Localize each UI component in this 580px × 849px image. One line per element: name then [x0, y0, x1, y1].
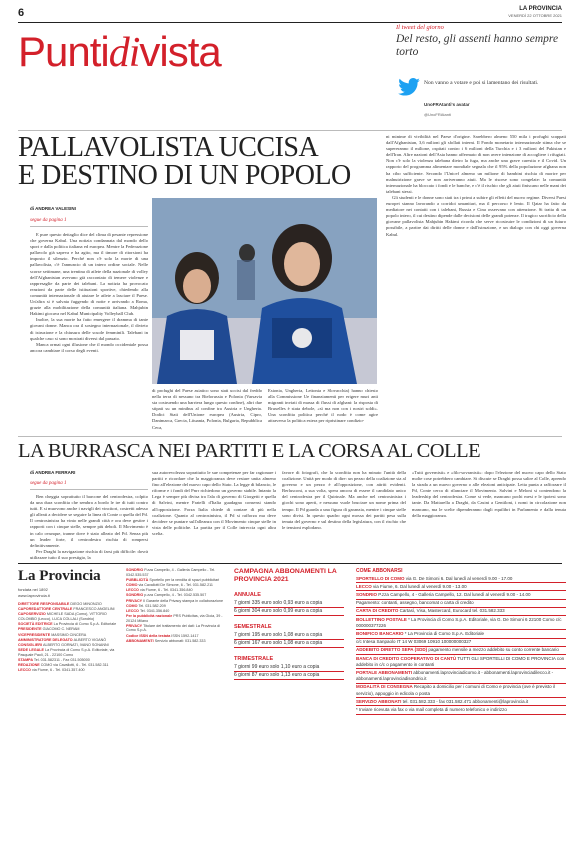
campaign-title: CAMPAGNA ABBONAMENTI LA PROVINCIA 2021 [234, 568, 337, 583]
credit-value: ISSN 1592-1417 [171, 633, 199, 638]
credit-entry [126, 599, 228, 604]
how-row [356, 639, 566, 647]
tweet-headline: Del resto, gli assenti hanno sempre torto [396, 33, 559, 58]
credit-value: p.zza Campello, 4 - Tel. 0342.535.507 [144, 593, 207, 598]
how-row [356, 669, 566, 683]
credit-entry [126, 578, 228, 583]
credit-label: PRIVACY [126, 598, 144, 603]
credit-value: La Provincia di Como S.p.A. Editoriale [53, 622, 117, 627]
footer-founded: fondata nel 1892 [18, 587, 48, 592]
how-row [356, 575, 566, 583]
credit-label: ABBONAMENTI [126, 638, 155, 643]
credit-value: Tel. 0341.356.840 [139, 608, 170, 613]
credit-entry [18, 658, 120, 663]
how-row-value: Recapito a domicilio per i comuni di Como e provincia (ove è previsto il servizio), appoggio in edicola o posta [356, 684, 555, 696]
masthead: LA PROVINCIA [519, 6, 562, 12]
how-title: COME ABBONARSI [356, 568, 403, 574]
credit-value: via Fiume, 6 - Tel. 0341.357.400 [31, 668, 85, 673]
how-row [356, 591, 566, 599]
credit-value: GIACOMO C. NERAM [42, 627, 80, 632]
credit-label: CONSIGLIERI [18, 642, 43, 647]
credit-value: Sportello per la vendita di spazi pubblicitari [149, 577, 220, 582]
credit-entry [126, 624, 228, 633]
credit-entry [18, 663, 120, 668]
credit-label: CAPOSERVIZIO [18, 612, 47, 617]
how-row-label: BOLLETTINO POSTALE [356, 616, 409, 622]
credit-label: LECCO [18, 668, 32, 673]
tweet-author: UnoFRAtanti's avatar [424, 102, 470, 107]
credit-entry [18, 627, 120, 632]
article2-follow: segue da pagina 1 [30, 481, 67, 486]
how-row-label: LECCO [356, 583, 374, 589]
campaign-group-title: SEMESTRALE [234, 624, 272, 630]
credit-value: Titolare del trattamento dei dati: La Provincia di Como S.p.A. [126, 623, 221, 633]
how-row [356, 684, 566, 698]
how-row-value: * La Provincia di Como S.p.A. Editoriale, via G. De Simoni 6 22100 Como c/c 000000377226 [356, 616, 562, 628]
credit-entry [126, 609, 228, 614]
campaign-price-row: 6 giorni 304 euro solo 0,99 euro a copia [234, 608, 344, 616]
how-row-label: SERVIZIO ABBONATI [356, 698, 403, 704]
credit-entry [126, 568, 228, 577]
footer-credits-col1 [18, 602, 120, 673]
how-row [356, 630, 566, 638]
credit-label: SONDRIO [126, 593, 145, 598]
credit-label: AMMINISTRATORE DELEGATO [18, 637, 74, 642]
how-row-label: MODALITÀ DI CONSEGNA [356, 684, 414, 690]
article1-col3: Estonia, Ungheria, Lettonia e Slovacchia) hanno chiesto alla Commissione Ue finanziamenti per erigere muri anti migranti inviati di massa di flussi di afghani: la risposta di Bruxelles è stata debole, «sì ma non con i nostri soldi». Una sconfitta politica perché il nodo è come agire attraverso la politica estera per ripristinare condizio- [268, 388, 378, 424]
campaign-price-row: 6 giorni 87 euro solo 1,13 euro a copia [234, 672, 344, 680]
credit-label: LECCO [126, 588, 140, 593]
how-row-value: * La Provincia di Como S.p.A. Editoriale [404, 630, 485, 636]
credit-label: COMO [126, 603, 139, 608]
credit-label: VICEPRESIDENTE [18, 632, 52, 637]
campaign-price-row: 6 giorni 167 euro solo 1,08 euro a copia [234, 640, 344, 648]
credit-label: COMO [126, 582, 139, 587]
credit-entry [126, 634, 228, 639]
footer-website: www.laprovincia.it [18, 593, 50, 598]
article1-title-line1: PALLAVOLISTA UCCISA [18, 132, 319, 163]
credit-entry [126, 639, 228, 644]
credit-value: COMO via Cavallotti, 6 - Tel. 031.582.311 [40, 663, 109, 668]
credit-entry [18, 602, 120, 607]
how-row-value: tel. 031.582.333 - fax 031.582.471 abbonamenti@laprovincia.it [402, 698, 529, 704]
how-row [356, 608, 566, 616]
tweet-text: Non vanno a votare e poi si lamentano dei risultati. [424, 80, 539, 86]
credit-value: DIEGO MINONZIO [70, 602, 102, 606]
tweet-kicker: Il tweet del giorno [396, 24, 444, 31]
how-row-value: TUTTI GLI SPORTELLI DI COMO E PROVINCIA con addebito in c/c o pagamento in contanti [356, 655, 565, 667]
how-row [356, 698, 566, 706]
article1-title-line2: E DESTINO DI UN POPOLO [18, 160, 351, 191]
credit-label: DIRETTORE RESPONSABILE [18, 602, 71, 606]
article1-byline: di ANDREA VALESINI [30, 206, 76, 211]
credit-value: P.zza Campello, 4 - Galleria Campello - Tel. 0342.535.537 [126, 568, 216, 577]
credit-value: FRANCESCO ANGELINI [73, 607, 115, 612]
how-row-value: Pagamento: contanti, assegno, bancomat o carta di credito [356, 600, 474, 606]
credit-entry [126, 614, 228, 623]
how-row [356, 655, 566, 669]
credit-entry [126, 593, 228, 598]
how-row-label: SONDRIO [356, 591, 379, 597]
how-row [356, 706, 566, 714]
how-row-label: PORTALE ABBONAMENTI [356, 669, 414, 675]
credit-entry [18, 638, 120, 643]
credit-label: Codice ISSN della testata [126, 633, 172, 638]
section-title-a: Punti [18, 28, 109, 75]
credit-label: STAMPA [18, 657, 34, 662]
how-row-value: abbonamenti.laprovinciadicomo.it - abbonamenti.laprovinciadilecco.it - abbonamenti.laprovinciadisondrio.it [356, 669, 554, 682]
how-row-value: pagamento mensile a mezzo addebito su conto corrente bancario [428, 647, 559, 653]
credit-label: PRIVACY [126, 623, 144, 628]
article2-col1: Ben cheggia soprattutto il barcone del centrodestra, colpito da una dura sconfitta che sembra a bordo le ire di tutti contro tutti. E si muovono anche i navigli dei vincitori, costretti adesso gli alleati a decidere se seguire la linea di Conte o quella del Pd. Il centrosinistra ha vinto nelle grandi città e ora deve gestire i rapporti con i cinque stelle, sempre più deboli. Il Movimento è in calo ovunque, tranne dove è stato alleato del Pd. Senza più un leader forte, il centrodestra rischia di rompersi definitivamente. Per Draghi la navigazione rischia di farsi più difficile: dovrà utilizzare tutto il suo prestigio, la [30, 494, 148, 560]
credit-value: La Provincia di Como S.p.A. Editoriale, via Pasquale Paoli, 21 - 22100 Como [18, 648, 115, 657]
credit-value: via Fiume, 6 - Tel. 0341.356.840 [139, 588, 193, 593]
page-number: 6 [18, 7, 25, 19]
credit-label: SONDRIO [126, 568, 145, 572]
credit-label: SEDE LEGALE [18, 648, 46, 653]
credit-value: MASSIMO CINCERA [51, 632, 87, 637]
how-row-label: BONIFICO BANCARIO [356, 630, 405, 636]
campaign-price-row: 7 giorni 335 euro solo 0,93 euro a copia [234, 600, 344, 608]
section-title [18, 28, 221, 77]
how-row-label: BANCA DI CREDITO COOPERATIVO DI CANTÙ [356, 655, 458, 661]
credit-label: SOCIETÀ EDITRICE [18, 622, 54, 627]
campaign-groups [234, 592, 344, 680]
header-date: VENERDÌ 22 OTTOBRE 2021 [508, 13, 562, 18]
credit-entry [18, 612, 120, 621]
how-row-value: via G. De Simoni 6. Dal lunedì al venerdì 9.00 - 17.00 [405, 575, 513, 581]
how-row-value: * Inviare ricevuta via fax o via mail completa di numero telefonico e indirizzo [356, 706, 507, 712]
credit-label: PRESIDENTE [18, 627, 43, 632]
footer-credits-col2 [126, 568, 228, 644]
credit-value: MICHELE SADA (Como), VITTORIO COLOMBO (Lecco), LUCA COLLALI (Sondrio) [18, 612, 107, 621]
credit-entry [126, 588, 228, 593]
credit-label: LECCO [126, 608, 140, 613]
credit-value: ALBERTO GORNATI, IVANO SONANNI [43, 642, 109, 647]
credit-entry [18, 668, 120, 673]
article2-byline: di ANDREA FERRARI [30, 470, 76, 475]
credit-value: Tel. 031.582.209 [138, 603, 166, 608]
credit-entry [18, 648, 120, 657]
how-row-label: CARTA DI CREDITO [356, 608, 400, 614]
twitter-bird-icon [398, 78, 420, 96]
how-row [356, 600, 566, 608]
section-title-c: vista [139, 28, 221, 75]
credit-entry [126, 583, 228, 588]
how-row-value: Cartasì, Visa, Mastercard, Eurocard tel. 031.582.333 [399, 608, 505, 614]
how-row [356, 583, 566, 591]
campaign-price-row: 7 giorni 99 euro solo 1,10 euro a copia [234, 664, 344, 672]
how-row-label: SPORTELLO DI COMO [356, 575, 406, 581]
how-row [356, 616, 566, 630]
credit-entry [18, 607, 120, 612]
article1-col4: ni minime di vivibilità nel Paese d'origine. Sarebbero almeno 550 mila i profughi scappati dall'Afghanistan, 3,6 milioni gli sfollati interni. Il Fondo monetario internazionale stima che se supereranno il milione, ospitati contro i 6 milioni della Turchia e i 3 milioni del Pakistan e dell'Iran. Altre nazioni dell'Asia hanno affermato di non avere intenzione di accogliere i rifugiati. Non c'è solo la violenza talebana dietro la fuga, ma anche una grave carestia e il Covid. Un rapporto del programma alimentare mondiale segnala che il 95% della popolazione afghana non ha cibo sufficiente. Secondo l'Unicef almeno un milione di bambini rischia di morire per malnutrizione grave se non arriveranno aiuti. Ma le risorse sono congelate: la comunità internazionale ha bloccato i fondi e le banche, e c'è il rischio che gli aiuti finiscano nelle mani dei talebani stessi. Gli studenti e le donne sono stati tra i primi a subire gli effetti del nuovo regime. Diversi Paesi europei stanno lavorando a corridoi umanitari, ma il percorso è lento. Il Qatar ha fatto da mediatore nei contatti con i talebani, Russia e Cina osservano con attenzione. Si tratta di un popolo intero, il cui destino dipende dalle decisioni delle grandi potenze. Il tragico sacrificio della giovane pallavolista Mahjubin Hakimi ricorda che serve ricostruire le condizioni di un futuro possibile, a partire dai diritti delle donne e dall'istruzione, e un dialogo con chi oggi governa Kabul. [386, 134, 566, 237]
credit-label: REDAZIONE [18, 663, 41, 668]
campaign-box [234, 568, 344, 680]
credit-value: ALBERTO VIGANÒ [73, 637, 107, 642]
how-row-value: c/c Intesa Sanpaolo IT 14 W 03069 10910 100000000327 [356, 639, 472, 645]
credit-value: PRS Publicitas, via Gioia, 39 - 20124 Milano [126, 614, 223, 623]
credit-value: Servizio abbonati: 031.582.333 [154, 638, 206, 643]
article2-col4: «Tutti governisti» e «filo-sovranisti»: dopo l'elezione del nuovo capo dello Stato molte cose potrebbero cambiare. Si discute se Draghi possa salire al Colle, aprendo la strada a un nuovo governo o alle elezioni anticipate. Letta punta a rafforzare il Pd, Conte cerca di rilanciare il Movimento. Salvini e Meloni si contendono la leadership del centrodestra. Come si vede, mancano pochi mesi e le ipotesi sono tante. Da Mattarella a Draghi, da Casini a Gentiloni, i nomi in circolazione non mancano, ma le scelte dipenderanno dagli equilibri in Parlamento e dalla tenuta della maggioranza. [412, 470, 566, 518]
footer-logo: La Provincia [18, 568, 101, 584]
how-rows [356, 575, 566, 715]
campaign-group-title: ANNUALE [234, 592, 261, 598]
credit-label: Per la pubblicità nazionale [126, 614, 174, 619]
credit-value: via Cavallotti De Simone, 6 - Tel. 031.582.211 [138, 582, 213, 587]
article2-col2: sua autorevolezza soprattutto le sue competenze per far ragionare i partiti e ricordare che la maggioranza deve restare unita almeno fino all'elezione del nuovo capo dello Stato. La legge di bilancio, le riforme e i fondi del Pnrr richiedono un governo stabile. Intanto la Lega è sempre più divisa tra l'ala di governo di Giorgetti e quella di Salvini, mentre Fratelli d'Italia guadagna consensi stando all'opposizione. Forza Italia chiede di contare di più nella coalizione. Quanto al centrosinistra, il Pd si rafforza ma deve decidere se puntare sull'alleanza con il Movimento cinque stelle in vista delle politiche. La partita per il Colle intreccia ogni altra scelta. [152, 470, 276, 536]
article2-title: LA BURRASCA NEI PARTITI E LA CORSA AL COLLE [18, 440, 481, 462]
campaign-price-row: 7 giorni 195 euro solo 1,08 euro a copia [234, 632, 344, 640]
how-row-value: via Fiume, 6. Dal lunedì al venerdì 9.00 - 13.00 [373, 583, 467, 589]
credit-entry [18, 633, 120, 638]
how-row [356, 647, 566, 655]
credit-label: PUBBLICITÀ [126, 577, 150, 582]
campaign-group-title: TRIMESTRALE [234, 656, 274, 662]
article1-follow: segue da pagina 1 [30, 218, 67, 223]
article1-title [18, 134, 398, 190]
tweet-box [396, 24, 566, 59]
article1-col1: E pure questo dettaglio dice del clima di pesante repressione che governa Kabul. Una notizia condannata dal mondo dello sport e dalla politica italiana ed europea. Mentre la Federazione pallavolo già sapeva e ha agito, ma il timore di ritorsioni ha imposto il silenzio. Perché non c'è solo la morte di una pallavolista, c'è l'annuncio di un intero ordine sociale. Nelle scorse settimane, una trentina di atlete della nazionale di volley dell'Afghanistan avevano già raccontato di temere violenze e rappresaglie da parte dei talebani. La notizia ha provocato reazioni da parte delle istituzioni sportive, chiedendo alla comunità internazionale di aiutare le atlete a lasciare il Paese. Un'altra si è salvata fuggendo di notte e arrivando a Roma, grazie alla mobilitazione della comunità italiana. Mahjubin Hakimi giocava nel Kabul Municipality Volleyball Club. Inoltre, la sua morte ha fatto emergere il dramma di tante giovani donne. Manca ora il sostegno internazionale, il divieto di istruzione e la chiusura delle scuole femminili. Talebani in qualche caso si sono mostrati diversi dal passato. Manca ormai ogni illusione che il mondo occidentale possa ancora cambiare il corso degli eventi. [30, 232, 148, 353]
credit-value: Tel. 031.582311 - Fax 031.505000 [33, 657, 90, 662]
how-row-value: P.zza Campello, 4 - Galleria Campello, 12. Dal lunedì al venerdì 9.00 - 14.00 [378, 591, 531, 597]
how-to-subscribe [356, 568, 566, 715]
credit-entry [18, 643, 120, 648]
article2-col3: favore di fotografi, che la sconfitta non ha minato l'unità della coalizione. Unità per modo di dire: un pezzo della coalizione sta al governo e un pezzo è all'opposizione, con attriti evidenti. Berlusconi, a sua volta, spera ancora di essere il candidato unico del centrodestra per il Quirinale. Ma anche nel centrosinistra i giochi sono aperti, e nessuno vuole bruciare un nome prima del tempo. Il Pd guarda a una figura di garanzia, mentre i cinque stelle sono divisi. In questo quadro ogni mossa dei partiti pesa sulla tenuta del governo e sul destino della legislatura, con il rischio che le tensioni esplodano. [282, 470, 406, 530]
article1-photo [152, 198, 377, 384]
how-row-label: ADDEBITO DIRETTO SEPA (SDD) [356, 647, 429, 653]
credit-value: Il Garante della Privacy stampa in collaborazione [143, 598, 224, 603]
article1-col2: di profughi del Paese asiatico sono stati uccisi dal freddo nella terra di nessuno tra Bielorussia e Polonia (Varsavia sta costruendo una barriera lungo questo confine), altri due stipati su un minibus al confine tra Austria e Ungheria. Dodici Stati dell'Unione europea (Austria, Cipro, Danimarca, Grecia, Lituania, Polonia, Bulgaria, Repubblica Ceca, [152, 388, 262, 430]
credit-entry [126, 604, 228, 609]
credit-entry [18, 622, 120, 627]
tweet-handle: @UnoFRAtanti [424, 112, 451, 117]
credit-label: CAPOREDATTORE CENTRALE [18, 607, 74, 612]
section-title-b: di [108, 30, 140, 76]
